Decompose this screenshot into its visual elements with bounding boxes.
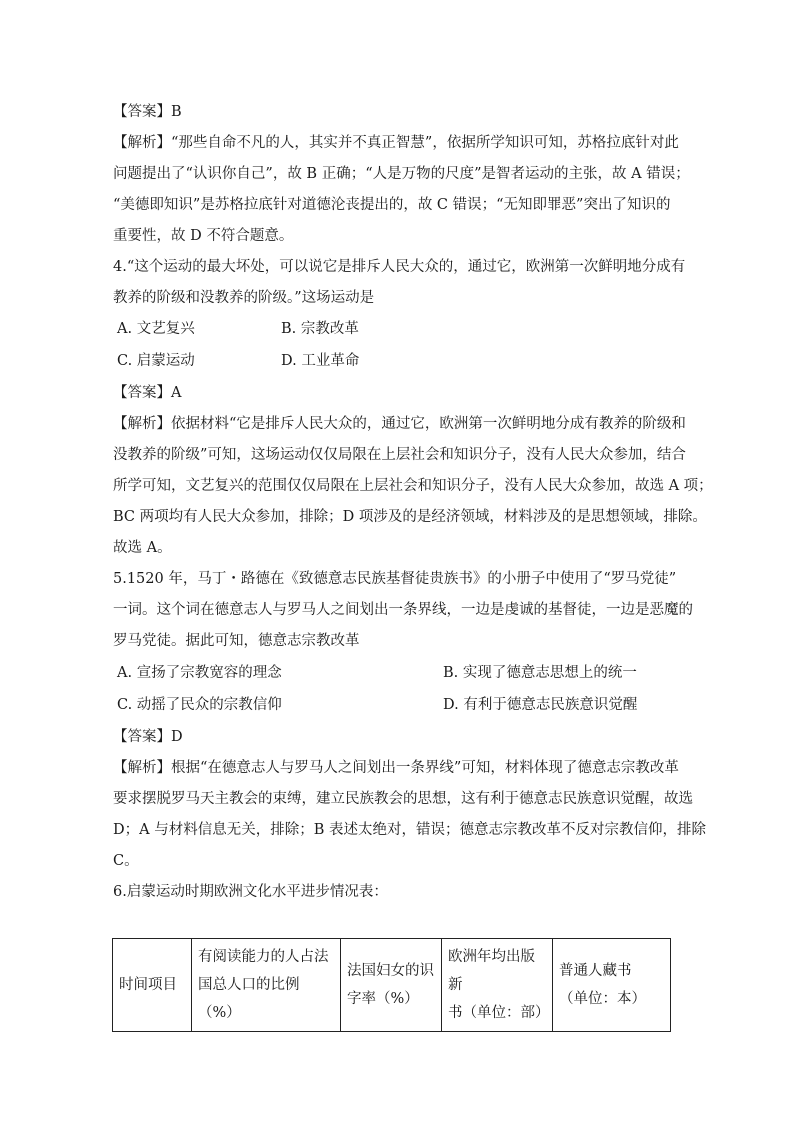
q4-option-c: C. 启蒙运动	[117, 353, 195, 369]
header-text: 法国妇女的识	[347, 963, 434, 979]
header-text: 国总人口的比例（%）	[198, 977, 300, 1021]
answer-label: 【答案】D	[113, 729, 183, 745]
header-text: 书（单位：部）	[448, 1005, 550, 1021]
explanation-line: 故选 A。	[113, 540, 172, 556]
question-4-stem: 4.“这个运动的最大坏处，可以说它是排斥人民大众的，通过它，欧洲第一次鲜明地分成有	[113, 259, 686, 275]
explanation-line: 重要性，故 D 不符合题意。	[113, 228, 294, 244]
q5-option-b: B. 实现了德意志思想上的统一	[443, 665, 637, 681]
question-5-stem: 罗马党徒。据此可知，德意志宗教改革	[113, 633, 360, 649]
explanation-line: 没教养的阶级”可知，这场运动仅仅局限在上层社会和知识分子，没有人民大众参加，结合	[113, 447, 686, 463]
header-text: 欧洲年均出版新	[448, 949, 535, 993]
header-cell-reading-ratio	[192, 939, 341, 1032]
q4-option-a: A. 文艺复兴	[117, 321, 195, 337]
explanation-line: 【解析】“那些自命不凡的人，其实并不真正智慧”，依据所学知识可知，苏格拉底针对此	[113, 135, 679, 151]
header-text: 普通人藏书	[559, 963, 632, 979]
explanation-line: 问题提出了“认识你自己”，故 B 正确；“人是万物的尺度”是智者运动的主张，故 A 错误；	[113, 166, 690, 182]
explanation-line: “美德即知识”是苏格拉底针对道德沦丧提出的，故 C 错误；“无知即罪恶”突出了知识的	[113, 197, 671, 213]
header-cell-women-literacy	[341, 939, 442, 1032]
q4-option-b: B. 宗教改革	[281, 321, 359, 337]
explanation-line: BC 两项均有人民大众参加，排除；D 项涉及的是经济领域，材料涉及的是思想领域，排除。	[113, 509, 707, 525]
culture-progress-table	[112, 938, 671, 1032]
answer-label: 【答案】A	[113, 385, 182, 401]
question-4-stem: 教养的阶级和没教养的阶级。”这场运动是	[113, 290, 375, 306]
header-cell-new-books	[442, 939, 553, 1032]
question-6-stem: 6.启蒙运动时期欧洲文化水平进步情况表：	[113, 884, 388, 900]
header-cell-book-collection	[553, 939, 671, 1032]
explanation-line: 【解析】根据“在德意志人与罗马人之间划出一条界线”可知，材料体现了德意志宗教改革	[113, 760, 679, 776]
explanation-line: D；A 与材料信息无关，排除；B 表述太绝对，错误；德意志宗教改革不反对宗教信仰，排除	[113, 822, 706, 838]
explanation-line: 【解析】依据材料“它是排斥人民大众的，通过它，欧洲第一次鲜明地分成有教养的阶级和	[113, 416, 686, 432]
header-cell-time-item	[113, 939, 192, 1032]
header-text: （单位：本）	[559, 991, 646, 1007]
answer-label: 【答案】B	[113, 104, 182, 120]
question-5-stem: 5.1520 年，马丁・路德在《致德意志民族基督徒贵族书》的小册子中使用了“罗马党徒”	[113, 571, 677, 587]
explanation-line: 要求摆脱罗马天主教会的束缚，建立民族教会的思想，这有利于德意志民族意识觉醒，故选	[113, 791, 693, 807]
q5-option-d: D. 有利于德意志民族意识觉醒	[443, 697, 638, 713]
explanation-line: 所学可知，文艺复兴的范围仅仅局限在上层社会和知识分子，没有人民大众参加，故选 A 项；	[113, 478, 713, 494]
table-header-row	[113, 939, 671, 1032]
q5-option-a: A. 宣扬了宗教宽容的理念	[117, 665, 282, 681]
header-text: 有阅读能力的人占法	[198, 949, 329, 965]
q5-option-c: C. 动摇了民众的宗教信仰	[117, 697, 282, 713]
question-5-stem: 一词。这个词在德意志人与罗马人之间划出一条界线，一边是虔诚的基督徒，一边是恶魔的	[113, 602, 693, 618]
header-text: 时间项目	[119, 977, 177, 993]
explanation-line: C。	[113, 853, 139, 869]
q4-option-d: D. 工业革命	[281, 353, 360, 369]
header-text: 字率（%）	[347, 991, 419, 1007]
